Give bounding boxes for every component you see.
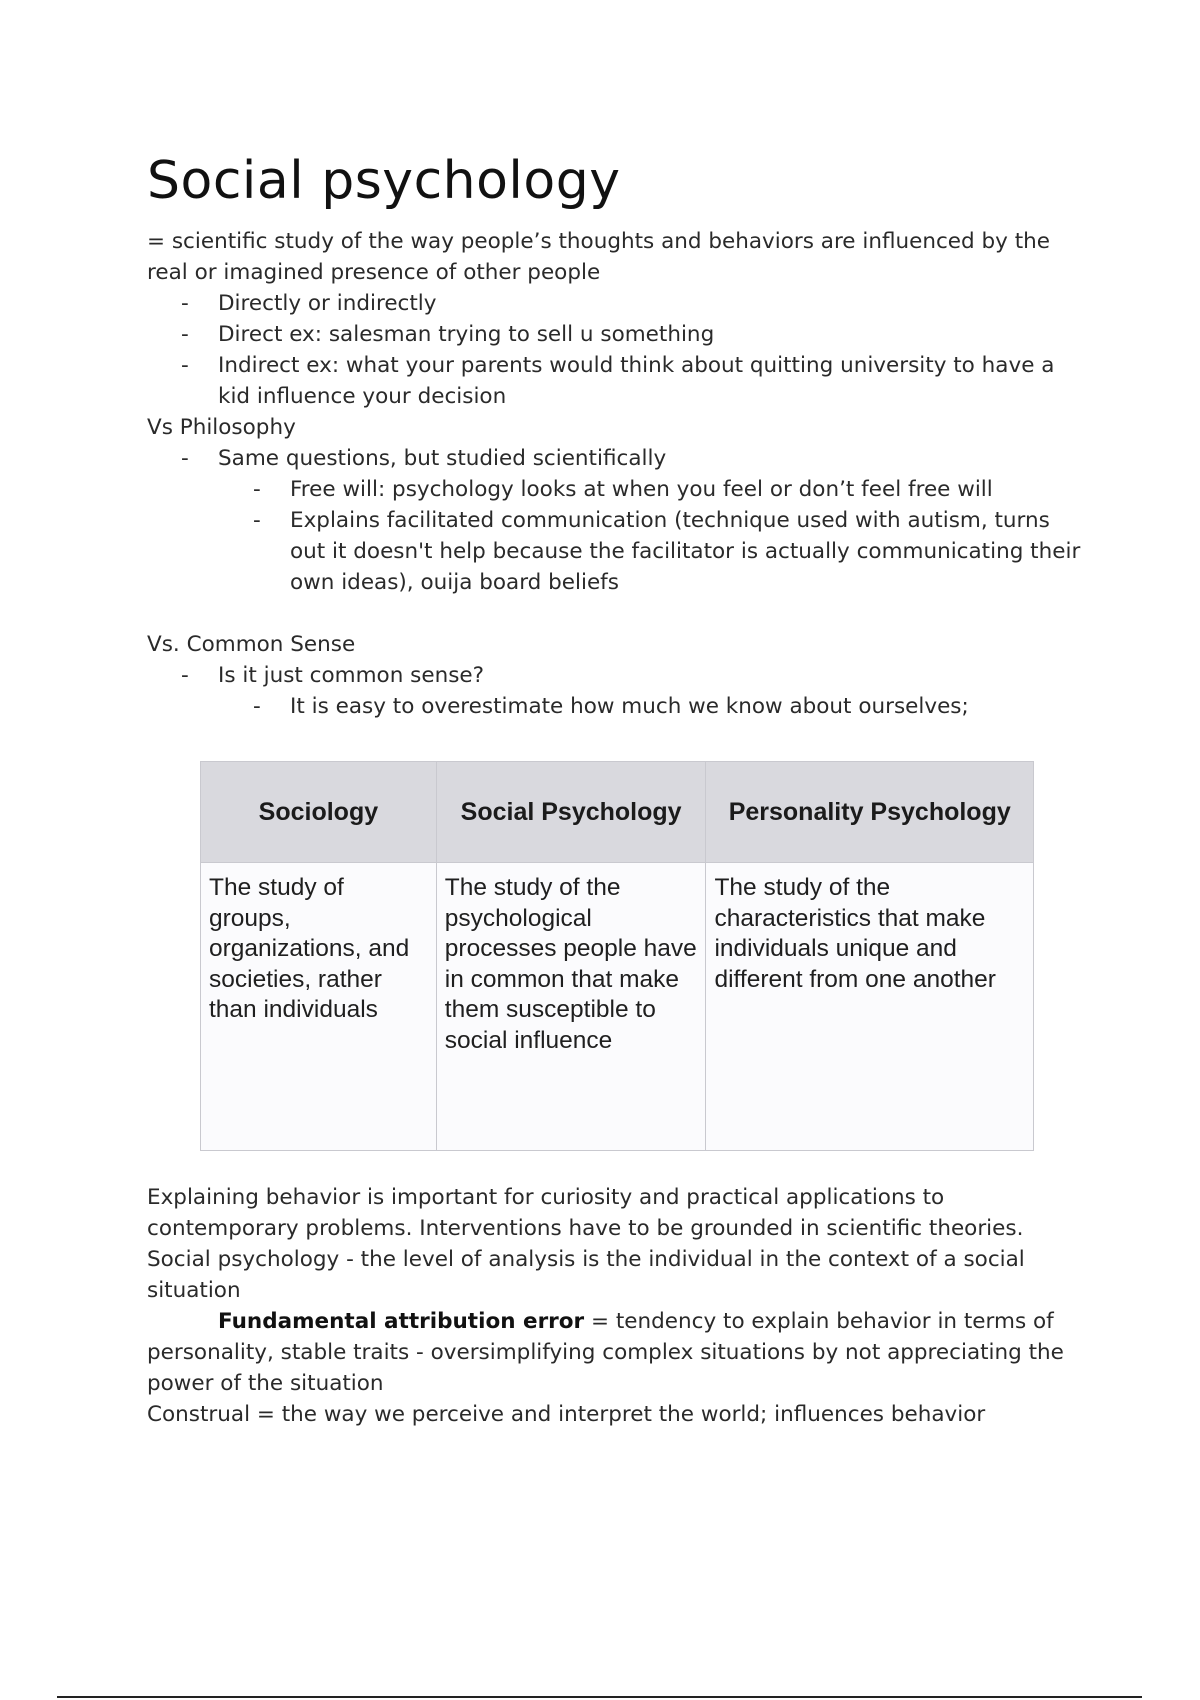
bullet-dash: - <box>181 322 189 347</box>
bullet-dash: - <box>181 663 189 688</box>
definition-text: = scientific study of the way people’s thoughts and behaviors are influenced by the real or imagined presence of other people <box>147 229 1051 285</box>
list-item: - Indirect ex: what your parents would think about quitting university to have a kid influence your decision <box>147 350 1082 412</box>
bullet-dash: - <box>253 694 261 719</box>
spacer <box>147 598 1082 629</box>
cell-social-psychology: The study of the psychological processes people have in common that make them susceptible to social influence <box>436 863 706 1151</box>
table-header-row <box>201 762 1034 863</box>
header-personality-psychology: Personality Psychology <box>706 762 1034 863</box>
document-body <box>147 146 1082 722</box>
sub-list-item: - It is easy to overestimate how much we know about ourselves; <box>147 691 1082 722</box>
fae-term: Fundamental attribution error <box>218 1309 585 1334</box>
section-heading-philosophy: Vs Philosophy <box>147 415 296 440</box>
page-title: Social psychology <box>147 151 621 211</box>
sub-list-item: - Explains facilitated communication (technique used with autism, turns out it doesn't help because the facilitator is actually communicating their own ideas), ouija board beliefs <box>147 505 1082 598</box>
sub-list-item: - Free will: psychology looks at when you feel or don’t feel free will <box>147 474 1082 505</box>
header-social-psychology: Social Psychology <box>436 762 706 863</box>
bullet-dash: - <box>181 353 189 378</box>
list-item: - Directly or indirectly <box>147 288 1082 319</box>
paragraph-text: Explaining behavior is important for curiosity and practical applications to contemporary problems. Interventions have to be grounded in scientific theories. Social psychology - the level of analysis is the individual in the context of a social situation <box>147 1185 1025 1303</box>
fae-definition: = tendency to explain behavior in terms of personality, stable traits - oversimplifying complex situations by not appreciating the power of the situation <box>147 1309 1064 1396</box>
bullet-dash: - <box>181 446 189 471</box>
bottom-divider <box>57 1696 1142 1698</box>
section-heading-common-sense: Vs. Common Sense <box>147 632 356 657</box>
lower-section <box>147 1182 1087 1430</box>
bullet-dash: - <box>253 508 261 533</box>
table-row <box>201 863 1034 1151</box>
list-item: - Direct ex: salesman trying to sell u something <box>147 319 1082 350</box>
bullet-dash: - <box>181 291 189 316</box>
header-sociology: Sociology <box>201 762 437 863</box>
cell-sociology: The study of groups, organizations, and societies, rather than individuals <box>201 863 437 1151</box>
list-item: - Same questions, but studied scientifically <box>147 443 1082 474</box>
construal-text: Construal = the way we perceive and interpret the world; influences behavior <box>147 1402 986 1427</box>
list-item: - Is it just common sense? <box>147 660 1082 691</box>
bullet-dash: - <box>253 477 261 502</box>
cell-personality-psychology: The study of the characteristics that make individuals unique and different from one another <box>706 863 1034 1151</box>
fae-paragraph <box>147 1306 1087 1399</box>
comparison-table <box>200 761 1034 1151</box>
